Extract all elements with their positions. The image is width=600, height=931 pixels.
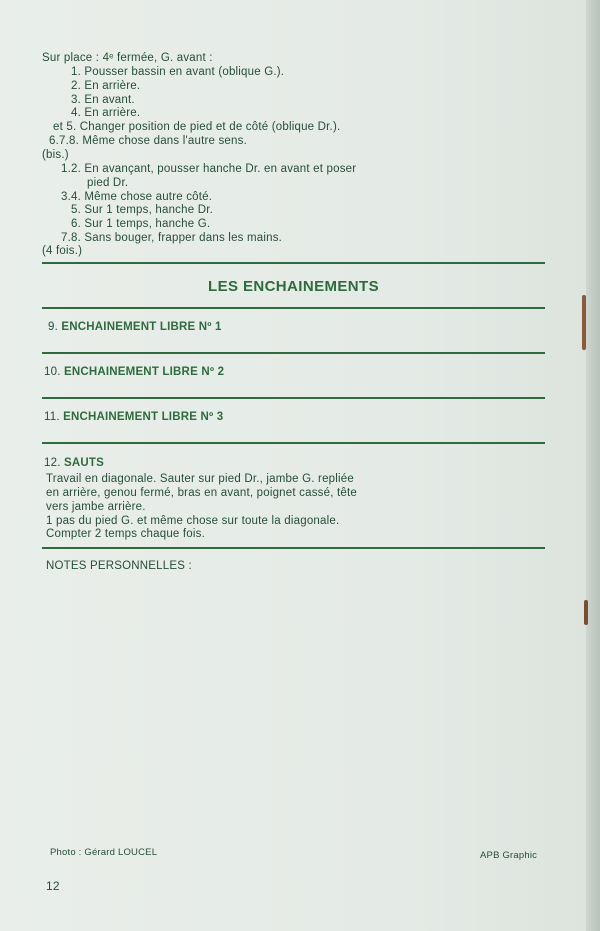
item-sauts xyxy=(44,457,104,469)
step2-2: pied Dr. xyxy=(87,177,129,189)
sauts-line-3: vers jambe arrière. xyxy=(46,501,146,513)
divider xyxy=(42,307,545,309)
photo-label: Photo : xyxy=(50,847,82,858)
staple-top xyxy=(582,295,586,350)
item-label: SAUTS xyxy=(64,457,104,469)
item-enchainement-2 xyxy=(44,366,224,378)
step-1: 1. Pousser bassin en avant (oblique G.). xyxy=(71,66,285,78)
step2-1: 1.2. En avançant, pousser hanche Dr. en avant et poser xyxy=(61,163,357,175)
sauts-line-4: 1 pas du pied G. et même chose sur toute la diagonale. xyxy=(46,515,340,527)
bis-label: (bis.) xyxy=(42,149,69,161)
sauts-line-1: Travail en diagonale. Sauter sur pied Dr., jambe G. repliée xyxy=(46,473,354,485)
step-4: 4. En arrière. xyxy=(71,107,141,119)
photographer-name: Gérard LOUCEL xyxy=(84,847,158,858)
section-title: LES ENCHAINEMENTS xyxy=(208,278,379,295)
item-label: ENCHAINEMENT LIBRE Nº 1 xyxy=(61,321,222,333)
step2-6: 7.8. Sans bouger, frapper dans les mains. xyxy=(61,232,283,244)
step2-5: 6. Sur 1 temps, hanche G. xyxy=(71,218,211,230)
page-edge xyxy=(586,0,600,931)
staple-bottom xyxy=(584,600,588,625)
step-2: 2. En arrière. xyxy=(71,80,141,92)
photo-credit xyxy=(50,847,157,858)
item-number: 9. xyxy=(48,321,58,333)
notes-label: NOTES PERSONNELLES : xyxy=(46,560,192,572)
divider xyxy=(42,547,545,549)
printer-credit: APB Graphic xyxy=(480,850,538,861)
step-3: 3. En avant. xyxy=(71,94,135,106)
sauts-line-2: en arrière, genou fermé, bras en avant, poignet cassé, tête xyxy=(46,487,357,499)
item-number: 11. xyxy=(44,411,60,423)
step-6: 6.7.8. Même chose dans l'autre sens. xyxy=(49,135,247,147)
divider xyxy=(42,262,545,264)
times-label: (4 fois.) xyxy=(42,245,83,257)
step2-3: 3.4. Même chose autre côté. xyxy=(61,191,213,203)
item-enchainement-3 xyxy=(44,411,223,423)
divider xyxy=(42,397,545,399)
divider xyxy=(42,352,545,354)
intro-line: Sur place : 4ᵉ fermée, G. avant : xyxy=(42,52,213,64)
item-number: 12. xyxy=(44,457,61,469)
item-number: 10. xyxy=(44,366,61,378)
page-number: 12 xyxy=(46,879,60,893)
divider xyxy=(42,442,545,444)
step-5: et 5. Changer position de pied et de côté (oblique Dr.). xyxy=(53,121,341,133)
item-label: ENCHAINEMENT LIBRE Nº 3 xyxy=(63,411,224,423)
step2-4: 5. Sur 1 temps, hanche Dr. xyxy=(71,204,213,216)
item-label: ENCHAINEMENT LIBRE Nº 2 xyxy=(64,366,225,378)
sauts-line-5: Compter 2 temps chaque fois. xyxy=(46,528,206,540)
item-enchainement-1 xyxy=(48,321,222,333)
